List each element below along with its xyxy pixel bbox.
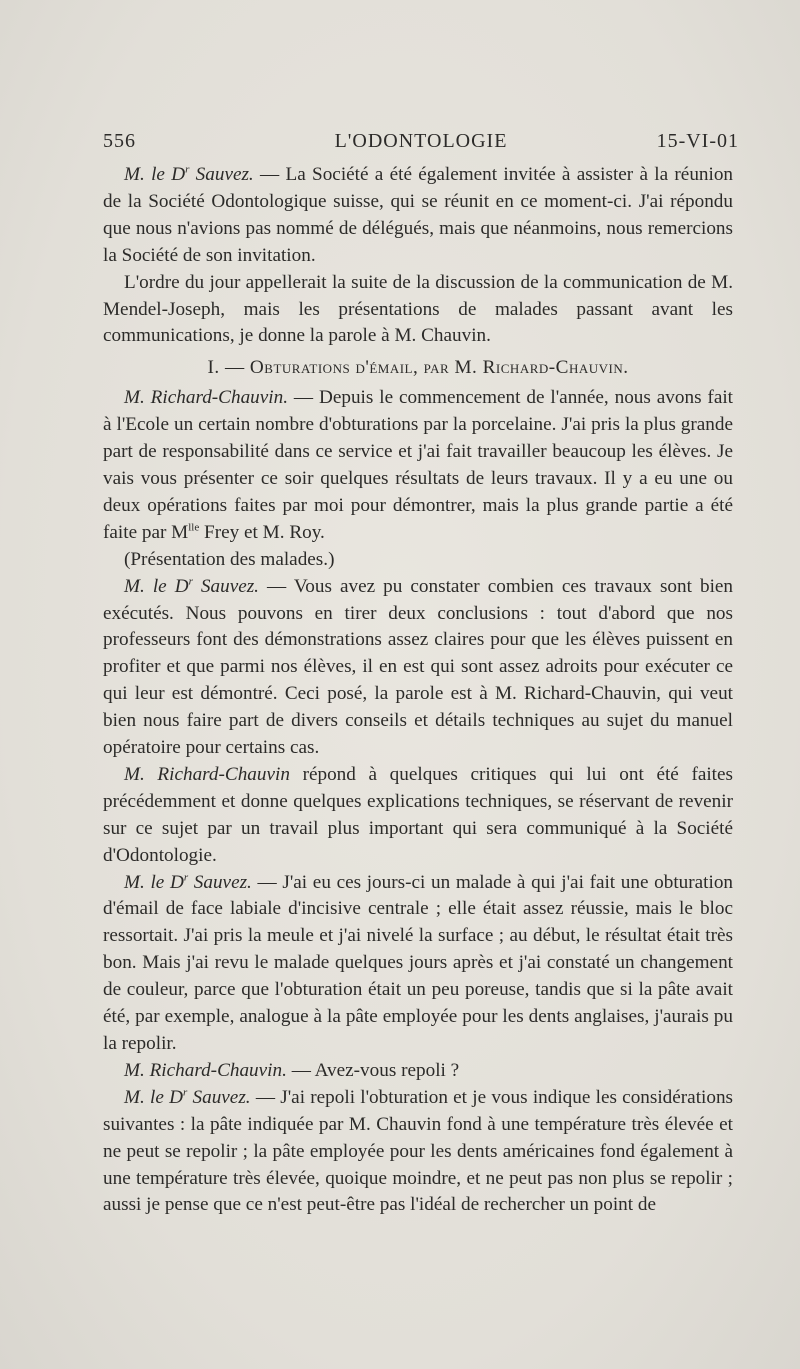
paragraph-1 — [103, 162, 733, 270]
paragraph-text: (Présentation des malades.) — [124, 548, 335, 570]
speaker: M. le $D^r$ Sauvez. — [124, 163, 254, 185]
speaker: M. le $D^r$ Sauvez. — [124, 1086, 251, 1108]
section-title: I. — Obturations d'émail, par M. Richard-Chauvin. — [207, 357, 629, 379]
paragraph-text: — Vous avez pu constater combien ces travaux sont bien exécutés. Nous pouvons en tirer deux conclusions : tout d'abord que nos professeurs font des démonstrations assez claires pour que les élèves puissent en profiter et que parmi nos élèves, il en est qui sont assez adroits pour exécuter ce qui leur est démontré. Ceci posé, la parole est à M. Richard-Chauvin, qui veut bien nous faire part de divers conseils et détails techniques au sujet du manuel opératoire pour certains cas. — [103, 575, 734, 759]
paragraph-3 — [103, 385, 733, 546]
paragraph-2 — [103, 270, 733, 351]
superscript: lle — [188, 521, 200, 534]
paragraph-text-end: Frey et M. Roy. — [199, 521, 325, 543]
journal-title: L'ODONTOLOGIE — [334, 130, 508, 152]
body-text — [103, 162, 733, 1219]
paragraph-6 — [103, 762, 733, 870]
paragraph-9 — [103, 1085, 733, 1220]
paragraph-text: répond à quelques critiques qui lui ont été faites précédemment et donne quelques explications techniques, se réservant de revenir sur ce sujet par un travail plus important qui sera communiqué à la Société d'Odontologie. — [103, 763, 733, 866]
paragraph-text: — J'ai repoli l'obturation et je vous indique les considérations suivantes : la pâte indiquée par M. Chauvin fond à une température très élevée et ne peut se repolir ; la pâte employée pour les dents américaines fond également à une température très élevée, quoique moindre, et ne peut pas non plus se repolir ; aussi je pense que ce n'est peut-être pas l'idéal de rechercher un point de — [103, 1086, 734, 1216]
paragraph-text: — J'ai eu ces jours-ci un malade à qui j'ai fait une obturation d'émail de face labiale d'incisive centrale ; elle était assez réussie, mais le bloc ressortait. J'ai pris la meule et j'ai nivelé la surface ; au début, le résultat était très bon. Mais j'ai revu le malade quelques jours après et j'ai constaté un changement de couleur, parce que l'obturation était un peu poreuse, tandis que si la pâte avait été, par exemple, analogue à la pâte employée pour les dents anglaises, j'aurais pu la repolir. — [103, 871, 734, 1054]
paragraph-text: L'ordre du jour appellerait la suite de la discussion de la communication de M. Mendel-Joseph, mais les présentations de malades passant avant les communications, je donne la parole à M. Chauvin. — [103, 271, 733, 347]
paragraph-5 — [103, 574, 733, 762]
paragraph-8 — [103, 1058, 733, 1085]
issue-date: 15-VI-01 — [656, 130, 739, 152]
paragraph-7 — [103, 870, 733, 1058]
speaker: M. Richard-Chauvin. — [124, 387, 288, 409]
paragraph-text: — La Société a été également invitée à assister à la réunion de la Société Odontologique suisse, qui se réunit en ce moment-ci. J'ai répondu que nous n'avions pas nommé de délégués, mais que néanmoins, nous remercions la Société de son invitation. — [103, 164, 734, 266]
speaker: M. Richard-Chauvin — [124, 763, 290, 785]
speaker: M. le $D^r$ Sauvez. — [124, 575, 259, 597]
running-header — [103, 130, 739, 158]
paragraph-text: — Avez-vous repoli ? — [291, 1059, 460, 1081]
speaker: M. Richard-Chauvin. — [124, 1059, 287, 1081]
speaker: M. le $D^r$ Sauvez. — [124, 871, 252, 893]
page-number: 556 — [103, 130, 136, 152]
paragraph-text: — Depuis le commencement de l'année, nous avons fait à l'Ecole un certain nombre d'obturations par la porcelaine. J'ai pris la plus grande part de responsabilité dans ce service et j'ai fait travailler beaucoup les élèves. Je vais vous présenter ce soir quelques résultats de leurs travaux. Il y a eu une ou deux opérations faites par moi pour démontrer, mais la plus grande partie a été faite par M — [103, 387, 734, 543]
paragraph-4 — [103, 547, 733, 574]
